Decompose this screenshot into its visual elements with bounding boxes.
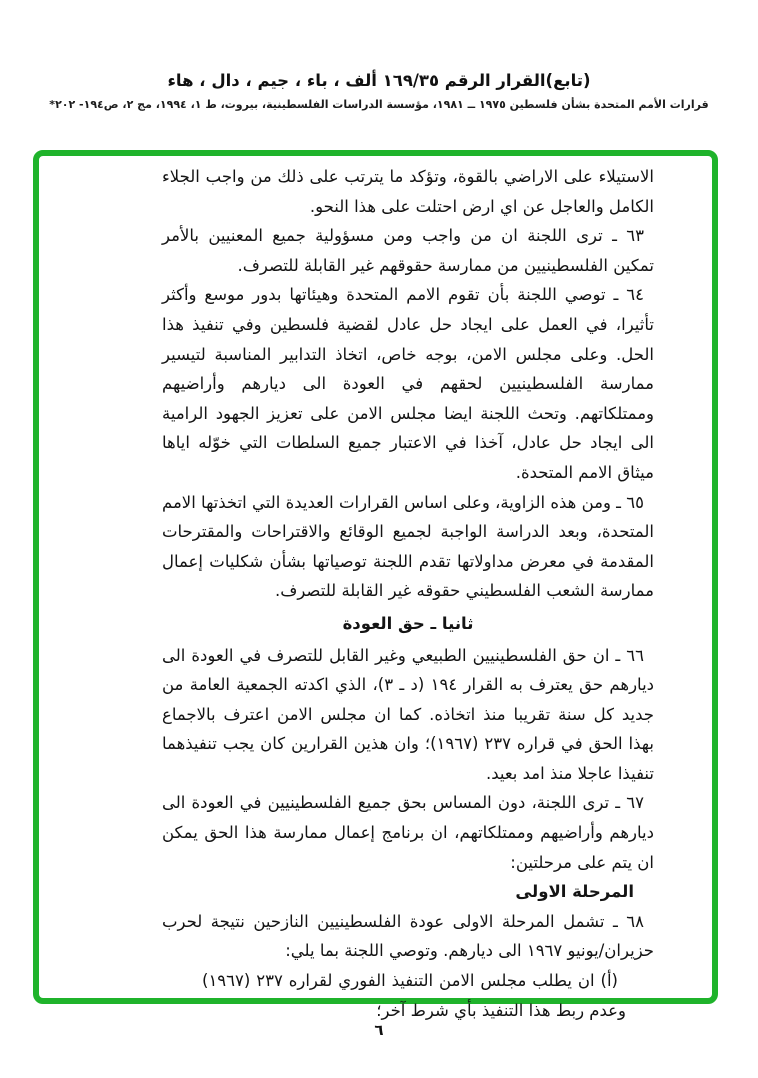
paragraph: ٦٥ ـ ومن هذه الزاوية، وعلى اساس القرارات العديدة التي اتخذتها الامم المتحدة، وبعد الدراسة الواجبة لجميع الوقائع والاقتراحات والمقترحات المقدمة في معرض مداولاتها تقدم اللجنة توصياتها بشأن شكليات إعمال ممارسة الشعب الفلسطيني حقوقه غير القابلة للتصرف. [161,492,654,601]
paragraph: ٦٧ ـ ترى اللجنة، دون المساس بحق جميع الفلسطينيين في العودة الى ديارهم وأراضيهم وممتلكاتهم، ان برنامج إعمال ممارسة هذا الحق يمكن ان يتم على مرحلتين: [162,793,654,872]
resolution-title: (تابع)القرار الرقم ١٦٩/٣٥ ألف ، باء ، جيم ، دال ، هاء [167,71,591,90]
paragraph: ٦٨ ـ تشمل المرحلة الاولى عودة الفلسطينيين النازحين نتيجة لحرب حزيران/يونيو ١٩٦٧ الى ديارهم. وتوصي اللجنة بما يلي: [162,911,654,961]
section-heading: ثانيا ـ حق العودة [342,613,474,633]
paragraph: ٦٤ ـ توصي اللجنة بأن تقوم الامم المتحدة وهيئاتها بدور موسع وأكثر تأثيرا، في العمل على ايجاد حل عادل لقضية فلسطين وفي تنفيذ هذا الحل. وعلى مجلس الامن، بوجه خاص، اتخاذ التدابير المناسبة لتيسير ممارسة الفلسطينيين لحقهم في العودة الى ديارهم وأراضيهم وممتلكاتهم. وتحث اللجنة ايضا مجلس الامن على تعزيز الجهود الرامية الى ايجاد حل عادل، آخذا في الاعتبار جميع السلطات التي خوّله اياها ميثاق الامم المتحدة. [162,285,654,482]
document-header [0,68,758,111]
page-number: ٦ [374,1021,384,1039]
subsection-heading: المرحلة الاولى [515,882,634,902]
document-body [162,162,654,1025]
list-item: (أ) ان يطلب مجلس الامن التنفيذ الفوري لقراره ٢٣٧ (١٩٦٧) وعدم ربط هذا التنفيذ بأي شرط آخر؛ [202,971,626,1020]
paragraph: ٦٣ ـ ترى اللجنة ان من واجب ومن مسؤولية جميع المعنيين بالأمر تمكين الفلسطينيين من ممارسة حقوقهم غير القابلة للتصرف. [162,226,654,275]
paragraph: الاستيلاء على الاراضي بالقوة، وتؤكد ما يترتب على ذلك من واجب الجلاء الكامل والعاجل عن اي ارض احتلت على هذا النحو. [162,167,654,216]
paragraph: ٦٦ ـ ان حق الفلسطينيين الطبيعي وغير القابل للتصرف في العودة الى ديارهم حق يعترف به القرار ١٩٤ (د ـ ٣)، الذي اكدته الجمعية العامة من جديد كل سنة تقريبا منذ اتخاذه. كما ان مجلس الامن اعترف بالاجماع بهذا الحق في قراره ٢٣٧ (١٩٦٧)؛ وان هذين القرارين كان يجب تنفيذهما تنفيذا عاجلا منذ امد بعيد. [162,645,655,783]
page-footer [0,1020,758,1039]
content-frame-border [33,150,718,1020]
source-citation: قرارات الأمم المتحدة بشأن فلسطين ١٩٧٥ ــ ١٩٨١، مؤسسة الدراسات الفلسطينية، بيروت، ط ١، ١٩٩٤، مج ٢، ص١٩٤- ٢٠٢* [49,98,709,111]
